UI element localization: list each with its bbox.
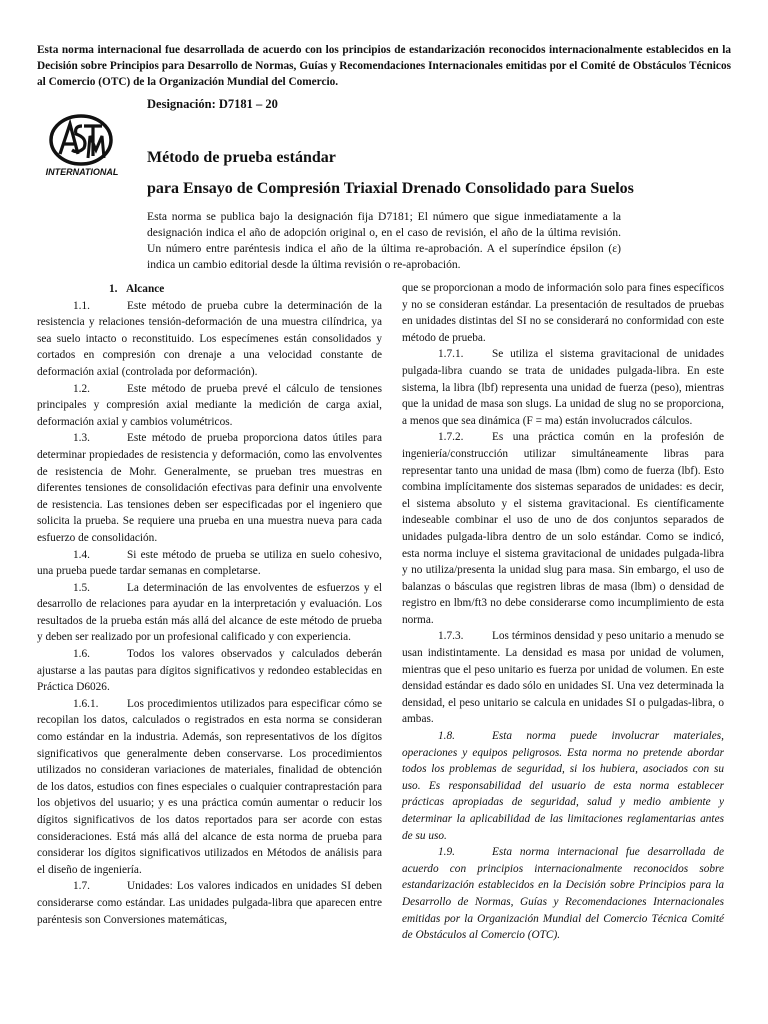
clause-text: Todos los valores observados y calculados deberán ajustarse a las pautas para dígitos significativos y redondeo establecidas en Práctica D6026. <box>37 648 382 694</box>
clause-paragraph <box>37 430 382 546</box>
clause-text: Se utiliza el sistema gravitacional de unidades pulgada-libra cuando se trata de unidades pulgada-libra. En este sistema, la libra (lbf) representa una unidad de fuerza (peso), mientras que la unidad de masa son slugs. La unidad de slug no se proporciona, a menos que sea dinámica (F = ma) están involucrados cálculos. <box>402 348 724 427</box>
section-title: Alcance <box>126 283 165 295</box>
clause-paragraph <box>37 298 382 381</box>
clause-paragraph <box>402 844 724 944</box>
clause-paragraph <box>37 547 382 580</box>
clause-number: 1.7. <box>73 880 90 893</box>
clause-paragraph <box>37 381 382 431</box>
clause-number: 1.6.1. <box>73 697 99 710</box>
clause-text: Si este método de prueba se utiliza en suelo cohesivo, una prueba puede tardar semanas en completarse. <box>37 548 382 578</box>
logo-subtext: INTERNATIONAL <box>45 167 119 177</box>
clause-number: 1.2. <box>73 382 90 395</box>
clause-text: Los procedimientos utilizados para especificar cómo se recopilan los datos, calculados o registrados en esta norma se consideran como estándar en la industria. Además, son representativos de los dígitos significativos que generalmente deben conservarse. Los procedimientos utilizados no consideran variaciones de materiales, finalidad de obtención de los datos, estudios con fines especiales o cualquier contraprestación para los objetivos del usuario; y es una práctica común aumentar o reducir los dígitos significativos de los datos reportados para ser acorde con estas consideraciones. Está más allá del alcance de esta norma de prueba para considerar los dígitos significativos utilizados en Métodos de análisis para el diseño de ingeniería. <box>37 697 382 876</box>
section-heading <box>37 281 382 298</box>
designation-explanation: Esta norma se publica bajo la designación fija D7181; El número que sigue inmediatamente a la designación indica el año de adopción original o, en el caso de revisión, el año de la última revisión. Un número entre paréntesis indica el año de la última re-aprobación. A el superíndice épsilon (ε) indica un cambio editorial desde la última revisión o re-aprobación. <box>147 210 621 271</box>
clause-text: Este método de prueba proporciona datos útiles para determinar propiedades de resistencia y deformación, como las envolventes de resistencia de Mohr. Generalmente, se prueban tres muestras en diferentes tensiones de consolidación efectivas para definir una envolvente de resistencia. Las tensiones deben ser especificadas por el ingeniero que solicita la prueba. Se requiere una prueba en una muestra nueva para cada esfuerzo de consolidación. <box>37 432 382 544</box>
clause-paragraph <box>37 696 382 879</box>
clause-paragraph <box>402 628 724 728</box>
left-paragraphs <box>37 298 382 929</box>
clause-number: 1.9. <box>438 846 455 859</box>
clause-text: Este método de prueba cubre la determinación de la resistencia y relaciones tensión-deformación de una muestra cilíndrica, ya sea suelo intacto o reconstituido. Los especímenes están consolidados y cortados en compresión con drenaje a una velocidad constante de deformación axial (controlada por deformación). <box>37 299 382 378</box>
right-column <box>402 280 724 944</box>
clause-text: Unidades: Los valores indicados en unidades SI deben considerarse como estándar. Las unidades pulgada-libra que aparecen entre paréntesis son Conversiones matemáticas, <box>37 880 382 926</box>
clause-number: 1.4. <box>73 548 90 561</box>
document-title-line-2: para Ensayo de Compresión Triaxial Drenado Consolidado para Suelos <box>147 180 634 197</box>
clause-number: 1.7.1. <box>438 348 464 361</box>
clause-number: 1.7.3. <box>438 630 464 643</box>
clause-number: 1.5. <box>73 581 90 594</box>
clause-text: La determinación de las envolventes de esfuerzos y el desarrollo de relaciones para ayudar en la interpretación y evaluación. Los resultados de la prueba están más allá del alcance de este método de prueba y deben ser realizado por un profesional calificado y con experiencia. <box>37 581 382 644</box>
clause-number: 1.7.2. <box>438 431 464 444</box>
left-column <box>37 281 382 928</box>
astm-logo-mark <box>51 116 111 164</box>
clause-text: Es una práctica común en la profesión de ingeniería/construcción utilizar simultáneamente libras para representar tanto una unidad de masa (lbm) como de fuerza (lbf). Esto combina implícitamente dos sistemas separados de unidades: es decir, el sistema absoluto y el sistema gravitacional. Es científicamente indeseable combinar el uso de uno de dos conjuntos separados de unidades pulgada-libra dentro de un solo estándar. Como se indicó, esta norma incluye el sistema gravitacional de unidades pulgada-libra y no utiliza/presenta la unidad slug para masa. Sin embargo, el uso de balanzas o básculas que registren libras de masa (lbm) o densidad de registro en lbm/ft3 no debe considerarse como incumplimiento de esta norma. <box>402 431 724 626</box>
document-title-line-1: Método de prueba estándar <box>147 149 336 166</box>
international-standard-notice: Esta norma internacional fue desarrollada de acuerdo con los principios de estandarización reconocidos internacionalmente establecidos en la Decisión sobre Principios para Desarrollo de Normas, Guías y Recomendaciones Internacionales emitidas por el Comité de Obstáculos Técnicos al Comercio (OTC) de la Organización Mundial del Comercio. <box>37 44 731 88</box>
astm-international-logo <box>44 114 120 180</box>
clause-paragraph <box>402 728 724 844</box>
clause-number: 1.1. <box>73 299 90 312</box>
clause-text: Esta norma internacional fue desarrollada de acuerdo con principios internacionalmente reconocidos sobre estandarización establecidos en la Decisión sobre Principios para la Desarrollo de Normas, Guías y Recomendaciones Internacionales emitidas por la Organización Mundial del Comercio Técnica Comité de Obstáculos al Comercio (OTC). <box>402 846 724 942</box>
clause-paragraph <box>37 580 382 646</box>
clause-number: 1.3. <box>73 432 90 445</box>
clause-paragraph <box>402 429 724 628</box>
clause-text: Esta norma puede involucrar materiales, operaciones y equipos peligrosos. Esta norma no pretende abordar todos los problemas de seguridad, si los hubiera, asociados con su uso. Es responsabilidad del usuario de esta norma establecer prácticas apropiadas de seguridad, salud y medio ambiente y determinar la aplicabilidad de las limitaciones reglamentarias antes de su uso. <box>402 730 724 842</box>
designation-label: Designación: D7181 – 20 <box>147 97 278 111</box>
section-number: 1. <box>109 283 118 295</box>
right-paragraphs <box>402 346 724 943</box>
clause-text: Este método de prueba prevé el cálculo de tensiones principales y compresión axial mediante la medición de carga axial, deformación axial y cambios volumétricos. <box>37 382 382 428</box>
continued-paragraph: que se proporcionan a modo de información solo para fines específicos y no se consideran estándar. La presentación de resultados de pruebas en unidades distintas del SI no se considerará no conformidad con este método de prueba. <box>402 282 724 344</box>
clause-text: Los términos densidad y peso unitario a menudo se usan indistintamente. La densidad es masa por unidad de volumen, mientras que el peso unitario es fuerza por unidad de volumen. En este densidad estándar es dado sólo en unidades SI. Una vez determinada la densidad, el peso unitario se calcula en unidades SI o pulgadas-libra, o ambas. <box>402 630 724 726</box>
clause-paragraph <box>402 346 724 429</box>
clause-paragraph <box>37 878 382 928</box>
clause-number: 1.8. <box>438 730 455 743</box>
clause-paragraph <box>37 646 382 696</box>
clause-number: 1.6. <box>73 648 90 661</box>
